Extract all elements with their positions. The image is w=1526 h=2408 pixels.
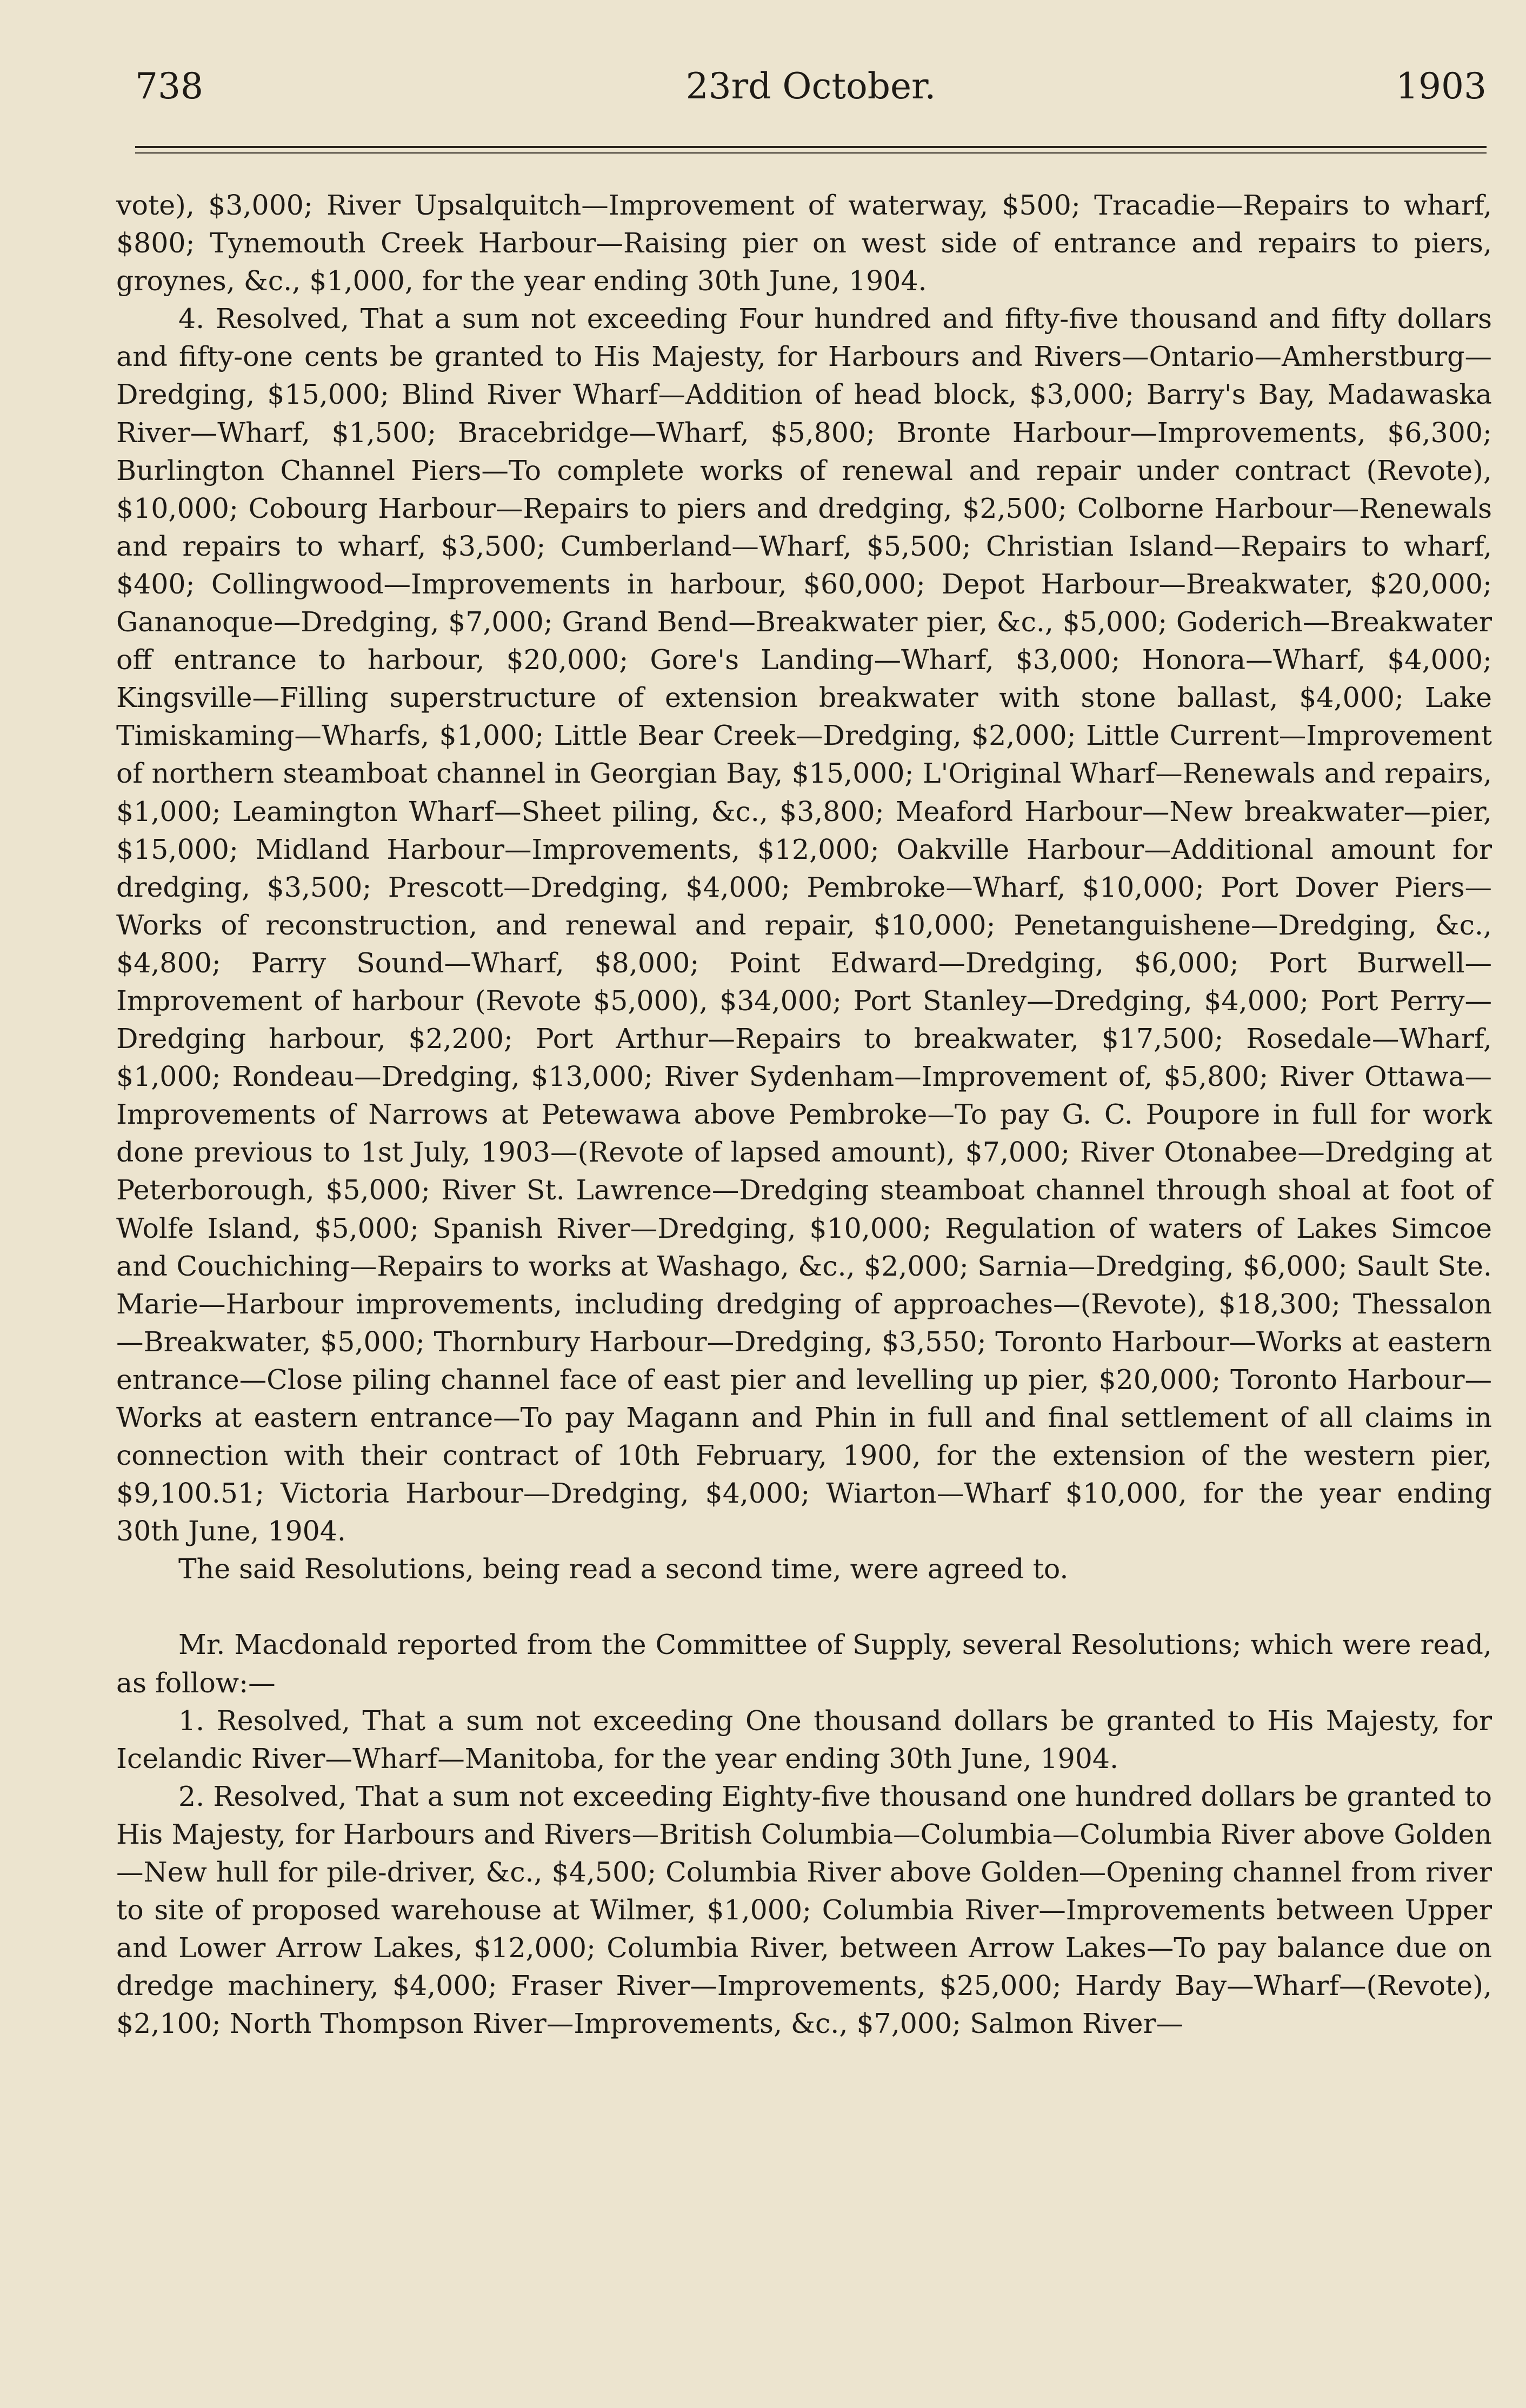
page-number: 738 (135, 65, 203, 107)
document-body (116, 186, 1492, 2043)
paragraph-resolution-2: 2. Resolved, That a sum not exceeding Eighty-five thousand one hundred dollars be granted to His Majesty, for Harbours and Rivers—British Columbia—Columbia—Columbia River above Golden—New hull for pile-driver, &c., $4,500; Columbia River above Golden—Opening channel from river to site of proposed warehouse at Wilmer, $1,000; Columbia River—Improvements between Upper and Lower Arrow Lakes, $12,000; Columbia River, between Arrow Lakes—To pay balance due on dredge machinery, $4,000; Fraser River—Improvements, $25,000; Hardy Bay—Wharf—(Revote), $2,100; North Thompson River—Improvements, &c., $7,000; Salmon River— (116, 1780, 1492, 2040)
paragraph-continuation: vote), $3,000; River Upsalquitch—Improvement of waterway, $500; Tracadie—Repairs to wharf, $800; Tynemouth Creek Harbour—Raising pier on west side of entrance and repairs to piers, groynes, &c., $1,000, for the year ending 30th June, 1904. (116, 189, 1492, 297)
header-rule (135, 146, 1487, 148)
page-year: 1903 (1396, 65, 1487, 107)
paragraph-report: Mr. Macdonald reported from the Committee of Supply, several Resolutions; which were read, as follow:— (116, 1629, 1492, 1699)
paragraph-resolution-4: 4. Resolved, That a sum not exceeding Four hundred and fifty-five thousand and fifty dollars and fifty-one cents be granted to His Majesty, for Harbours and Rivers—Ontario—Amherstburg—Dredging, $15,000; Blind River Wharf—Addition of head block, $3,000; Barry's Bay, Madawaska River—Wharf, $1,500; Bracebridge—Wharf, $5,800; Bronte Harbour—Improvements, $6,300; Burlington Channel Piers—To complete works of renewal and repair under contract (Revote), $10,000; Cobourg Harbour—Repairs to piers and dredging, $2,500; Colborne Harbour—Renewals and repairs to wharf, $3,500; Cumberland—Wharf, $5,500; Christian Island—Repairs to wharf, $400; Collingwood—Improvements in harbour, $60,000; Depot Harbour—Breakwater, $20,000; Gananoque—Dredging, $7,000; Grand Bend—Breakwater pier, &c., $5,000; Goderich—Breakwater off entrance to harbour, $20,000; Gore's Landing—Wharf, $3,000; Honora—Wharf, $4,000; Kingsville—Filling superstructure of extension breakwater with stone ballast, $4,000; Lake Timiskaming—Wharfs, $1,000; Little Bear Creek—Dredging, $2,000; Little Current—Improvement of northern steamboat channel in Georgian Bay, $15,000; L'Original Wharf—Renewals and repairs, $1,000; Leamington Wharf—Sheet piling, &c., $3,800; Meaford Harbour—New breakwater—pier, $15,000; Midland Harbour—Improvements, $12,000; Oakville Harbour—Additional amount for dredging, $3,500; Prescott—Dredging, $4,000; Pembroke—Wharf, $10,000; Port Dover Piers—Works of reconstruction, and renewal and repair, $10,000; Penetanguishene—Dredging, &c., $4,800; Parry Sound—Wharf, $8,000; Point Edward—Dredging, $6,000; Port Burwell—Improvement of harbour (Revote $5,000), $34,000; Port Stanley—Dredging, $4,000; Port Perry—Dredging harbour, $2,200; Port Arthur—Repairs to breakwater, $17,500; Rosedale—Wharf, $1,000; Rondeau—Dredging, $13,000; River Sydenham—Improvement of, $5,800; River Ottawa—Improvements of Narrows at Petewawa above Pembroke—To pay G. C. Poupore in full for work done previous to 1st July, 1903—(Revote of lapsed amount), $7,000; River Otonabee—Dredging at Peterborough, $5,000; River St. Lawrence—Dredging steamboat channel through shoal at foot of Wolfe Island, $5,000; Spanish River—Dredging, $10,000; Regulation of waters of Lakes Simcoe and Couchiching—Repairs to works at Washago, &c., $2,000; Sarnia—Dredging, $6,000; Sault Ste. Marie—Harbour improvements, including dredging of approaches—(Revote), $18,300; Thessalon—Breakwater, $5,000; Thornbury Harbour—Dredging, $3,550; Toronto Harbour—Works at eastern entrance—Close piling channel face of east pier and levelling up pier, $20,000; Toronto Harbour—Works at eastern entrance—To pay Magann and Phin in full and final settlement of all claims in connection with their contract of 10th February, 1900, for the extension of the western pier, $9,100.51; Victoria Harbour—Dredging, $4,000; Wiarton—Wharf $10,000, for the year ending 30th June, 1904. (116, 303, 1492, 1547)
header-rule (135, 152, 1487, 154)
page-header (135, 57, 1487, 116)
paragraph-resolution-1: 1. Resolved, That a sum not exceeding One thousand dollars be granted to His Majesty, for Icelandic River—Wharf—Manitoba, for the year ending 30th June, 1904. (116, 1704, 1492, 1775)
paragraph-agreed: The said Resolutions, being read a second time, were agreed to. (178, 1553, 1069, 1585)
page-date: 23rd October. (685, 65, 936, 107)
